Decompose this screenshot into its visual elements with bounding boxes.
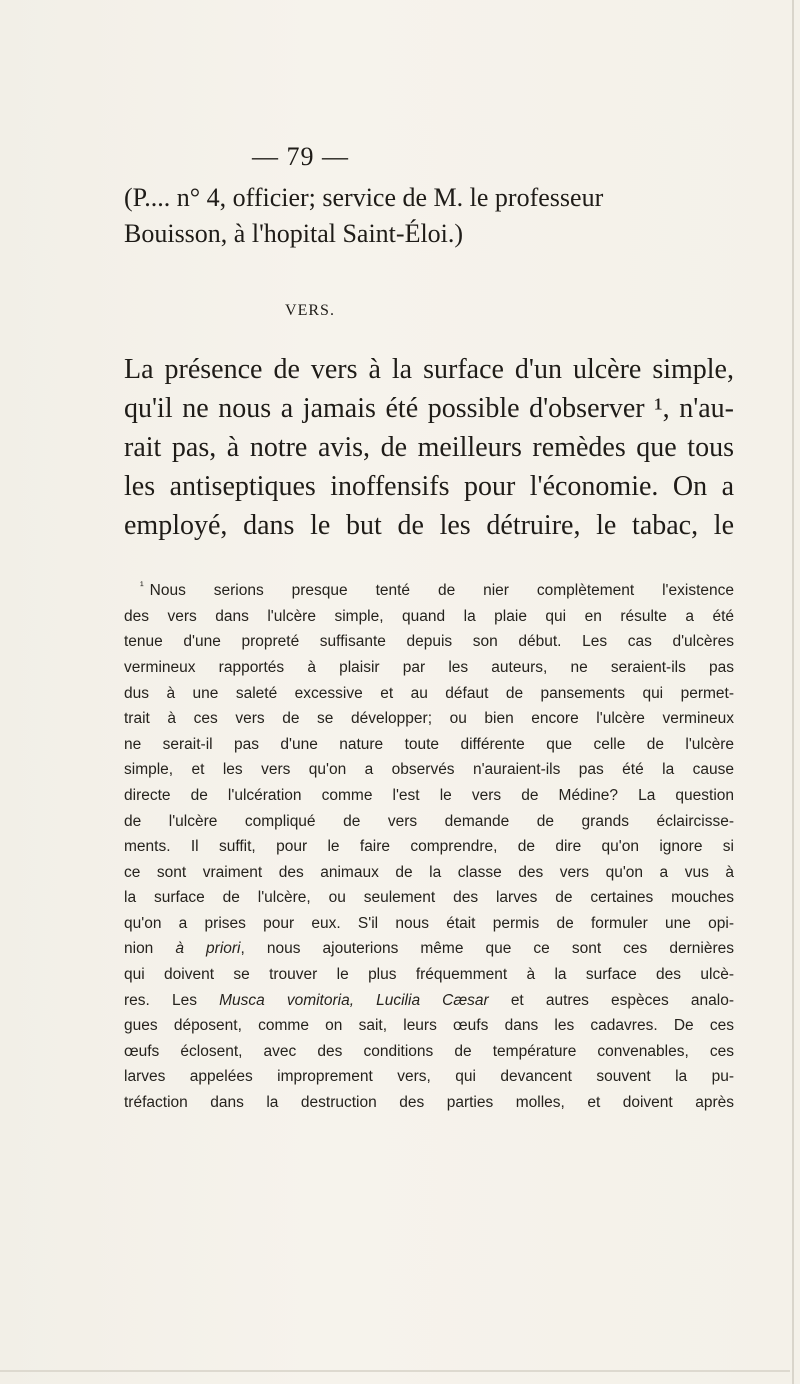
section-title: VERS. bbox=[285, 302, 335, 319]
footnote-line-16: qui doivent se trouver le plus fréquemment à la surface des ulcè- bbox=[124, 966, 734, 984]
footnote-line-5: dus à une saleté excessive et au défaut de pansements qui permet- bbox=[124, 684, 734, 702]
footnote-line-9: directe de l'ulcération comme l'est le vers de Médine? La question bbox=[124, 786, 734, 804]
page-edge-bottom bbox=[0, 1370, 790, 1372]
footnote-line-15-italic: à priori bbox=[175, 940, 241, 958]
footnote-line-21: tréfaction dans la destruction des parties molles, et doivent après bbox=[124, 1094, 734, 1112]
page-edge-right bbox=[792, 0, 794, 1384]
main-paragraph-line-4: les antiseptiques inoffensifs pour l'économie. On a bbox=[124, 471, 734, 502]
footnote-line-20: larves appelées improprement vers, qui devancent souvent la pu- bbox=[124, 1068, 734, 1086]
footnote-line-17 bbox=[124, 988, 734, 1014]
main-paragraph-line-1: La présence de vers à la surface d'un ulcère simple, bbox=[124, 354, 734, 385]
footnote-line-15-end: , nous ajouterions même que ce sont ces dernières bbox=[240, 940, 734, 958]
case-header bbox=[124, 180, 734, 252]
footnote bbox=[124, 574, 734, 1116]
main-paragraph-line-2: qu'il ne nous a jamais été possible d'observer ¹, n'au- bbox=[124, 393, 734, 424]
footnote-line-18: gues déposent, comme on sait, leurs œufs dans les cadavres. De ces bbox=[124, 1017, 734, 1035]
case-header-line-1: (P.... n° 4, officier; service de M. le professeur bbox=[124, 183, 604, 212]
footnote-line-6: trait à ces vers de se développer; ou bien encore l'ulcère vermineux bbox=[124, 710, 734, 728]
footnote-line-1 bbox=[124, 574, 734, 604]
footnote-line-14: qu'on a prises pour eux. S'il nous était permis de formuler une opi- bbox=[124, 914, 734, 932]
footnote-line-17-start: res. Les bbox=[124, 991, 220, 1009]
footnote-line-10: de l'ulcère compliqué de vers demande de grands éclaircisse- bbox=[124, 812, 734, 830]
footnote-line-1-text: Nous serions presque tenté de nier complètement l'existence bbox=[149, 582, 734, 600]
footnote-line-13: la surface de l'ulcère, ou seulement des larves de certaines mouches bbox=[124, 889, 734, 907]
footnote-line-19: œufs éclosent, avec des conditions de température convenables, ces bbox=[124, 1042, 734, 1060]
page-number: — 79 — bbox=[252, 142, 349, 171]
footnote-line-12: ce sont vraiment des animaux de la classe des vers qu'on a vus à bbox=[124, 863, 734, 881]
case-header-line-2: Bouisson, à l'hopital Saint-Éloi.) bbox=[124, 219, 464, 248]
footnote-line-15-start: nion bbox=[124, 940, 176, 958]
main-paragraph bbox=[124, 350, 734, 545]
footnote-line-3: tenue d'une propreté suffisante depuis son début. Les cas d'ulcères bbox=[124, 633, 734, 651]
footnote-line-2: des vers dans l'ulcère simple, quand la plaie qui en résulte a été bbox=[124, 607, 734, 625]
main-paragraph-line-3: rait pas, à notre avis, de meilleurs remèdes que tous bbox=[124, 432, 734, 463]
footnote-line-7: ne serait-il pas d'une nature toute différente que celle de l'ulcère bbox=[124, 735, 734, 753]
footnote-marker: ¹ bbox=[140, 580, 144, 592]
footnote-line-17-italic: Musca vomitoria, Lucilia Cæsar bbox=[219, 991, 489, 1009]
footnote-line-15 bbox=[124, 936, 734, 962]
footnote-line-4: vermineux rapportés à plaisir par les auteurs, ne seraient-ils pas bbox=[124, 658, 734, 676]
main-paragraph-line-5: employé, dans le but de les détruire, le tabac, le bbox=[124, 510, 734, 541]
footnote-line-8: simple, et les vers qu'on a observés n'auraient-ils pas été la cause bbox=[124, 761, 734, 779]
footnote-line-11: ments. Il suffit, pour le faire comprendre, de dire qu'on ignore si bbox=[124, 838, 734, 856]
footnote-line-17-end: et autres espèces analo- bbox=[488, 991, 734, 1009]
